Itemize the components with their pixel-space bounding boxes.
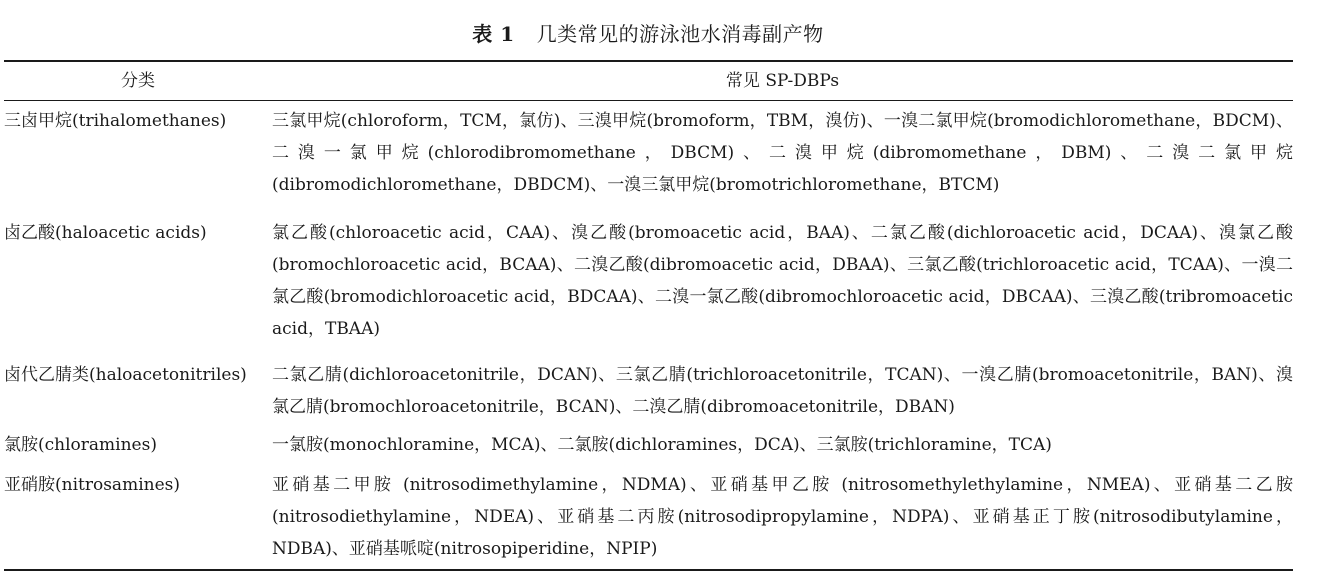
- table-row: [4, 101, 1293, 216]
- table-row: [4, 469, 1293, 570]
- header-category: 分类: [121, 71, 155, 91]
- dbp-table: [4, 60, 1293, 571]
- items-cell: 亚硝基二甲胺 (nitrosodimethylamine，NDMA)、亚硝基甲乙胺 (nitrosomethylethylamine，NMEA)、亚硝基二乙胺(nitrosodiethylamine，NDEA)、亚硝基二丙胺(nitrosodipropylamine，NDPA)、亚硝基正丁胺(nitrosodibutylamine，NDBA)、亚硝基哌啶(nitrosopiperidine，NPIP): [272, 475, 1293, 559]
- category-cell: 三卤甲烷(trihalomethanes): [4, 111, 227, 131]
- table-header: [4, 61, 1293, 101]
- header-sp-dbps: 常见 SP-DBPs: [725, 71, 840, 91]
- table-number: 表 1: [472, 22, 515, 46]
- category-cell: 亚硝胺(nitrosamines): [4, 475, 180, 495]
- table-row: [4, 429, 1293, 469]
- category-cell: 氯胺(chloramines): [4, 435, 157, 455]
- table-body: [4, 101, 1293, 571]
- dbp-table-container: [4, 60, 1293, 571]
- category-cell: 卤乙酸(haloacetic acids): [4, 223, 207, 243]
- items-cell: 一氯胺(monochloramine，MCA)、二氯胺(dichloramines，DCA)、三氯胺(trichloramine，TCA): [272, 435, 1052, 455]
- table-row: [4, 357, 1293, 429]
- table-title: 几类常见的游泳池水消毒副产物: [536, 22, 824, 46]
- header-row: [4, 61, 1293, 101]
- table-caption: [0, 18, 1296, 47]
- items-cell: 二氯乙腈(dichloroacetonitrile，DCAN)、三氯乙腈(trichloroacetonitrile，TCAN)、一溴乙腈(bromoacetonitrile，BAN)、溴氯乙腈(bromochloroacetonitrile，BCAN)、二溴乙腈(dibromoacetonitrile，DBAN): [272, 365, 1293, 417]
- table-row: [4, 215, 1293, 357]
- category-cell: 卤代乙腈类(haloacetonitriles): [4, 365, 247, 385]
- items-cell: 氯乙酸(chloroacetic acid，CAA)、溴乙酸(bromoacetic acid，BAA)、二氯乙酸(dichloroacetic acid，DCAA)、溴氯乙酸(bromochloroacetic acid，BCAA)、二溴乙酸(dibromoacetic acid，DBAA)、三氯乙酸(trichloroacetic acid，TCAA)、一溴二氯乙酸(bromodichloroacetic acid，BDCAA)、二溴一氯乙酸(dibromochloroacetic acid，DBCAA)、三溴乙酸(tribromoacetic acid，TBAA): [272, 223, 1293, 339]
- items-cell: 三氯甲烷(chloroform，TCM，氯仿)、三溴甲烷(bromoform，TBM，溴仿)、一溴二氯甲烷(bromodichloromethane，BDCM)、二溴一氯甲烷(chlorodibromomethane，DBCM)、二溴甲烷(dibromomethane，DBM)、二溴二氯甲烷(dibromodichloromethane，DBDCM)、一溴三氯甲烷(bromotrichloromethane，BTCM): [272, 111, 1293, 195]
